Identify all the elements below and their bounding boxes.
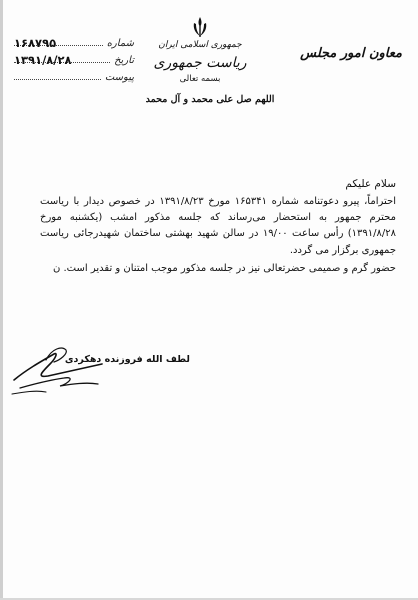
page-edge [0,0,3,600]
meta-date-value: ۱۳۹۱/۸/۲۸ [14,53,72,67]
meta-number-value: ۱۶۸۷۹۵ [14,36,57,50]
header-office: ریاست جمهوری [153,55,247,71]
letter-paragraph: حضور گرم و صمیمی حضرتعالی نیز در جلسه مذکور موجب امتنان و تقدیر است. ن [52,262,396,274]
meta-number-label: شماره [106,38,134,49]
letter-paragraph: احتراماً، پیرو دعوتنامه شماره ۱۶۵۳۴۱ مورخ ۱۳۹۱/۸/۲۳ در خصوص دیدار با ریاست محترم جمهور به استحضار می‌رساند که جلسه مذکور امشب (یکشنبه مورخ ۱۳۹۱/۸/۲۸) رأس ساعت ۱۹/۰۰ در سالن شهید بهشتی ساختمان شهیدرجائی ریاست جمهوری برگزار می گردد. [40,196,397,256]
meta-date-label: تاریخ [114,55,134,66]
header-salawat: اللهم صل علی محمد و آل محمد [145,94,275,105]
meta-attachment-row [14,70,134,87]
letter-meta [14,36,134,87]
header-country: جمهوری اسلامی ایران [158,40,242,50]
letter-body [40,178,396,279]
meta-date-row [14,53,134,70]
header-bismillah: بسمه تعالی [179,74,221,84]
meta-number-row [14,36,134,53]
signature-mark [6,340,146,400]
sender-title: معاون امور مجلس [300,46,402,61]
letter-greeting: سلام علیکم [345,178,396,190]
meta-attachment-label: پیوست [104,72,134,83]
signer-name: لطف الله فروزنده دهکردی [64,354,190,365]
meta-dots [14,70,101,80]
emblem-icon [189,15,211,39]
